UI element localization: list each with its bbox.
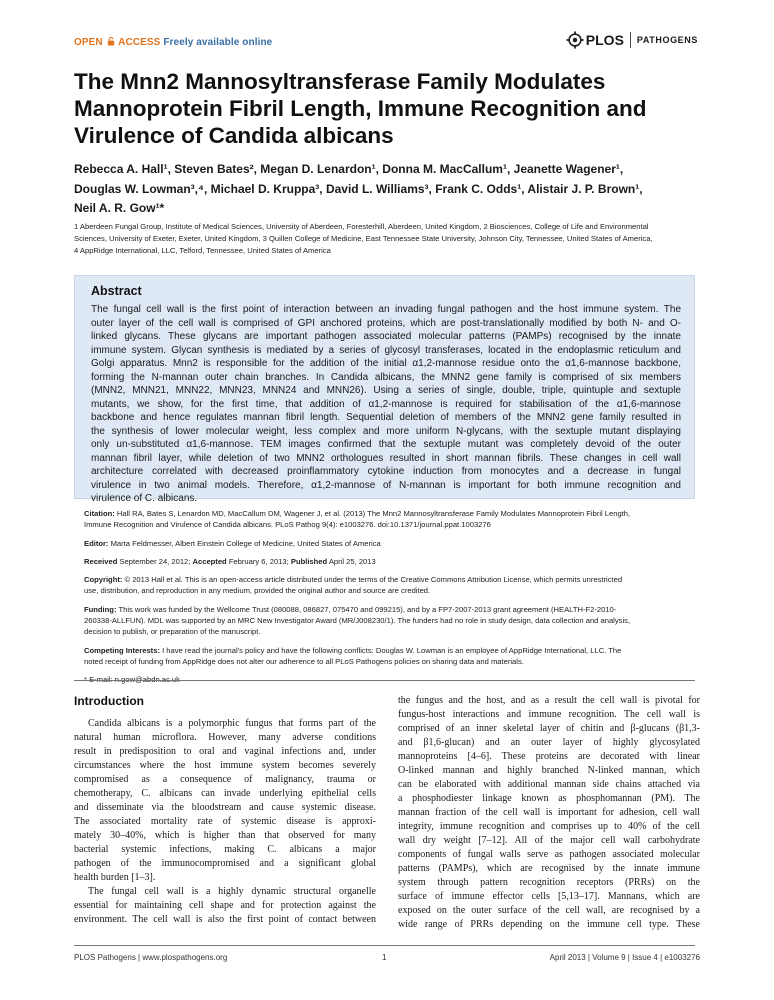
article-metadata (84, 508, 689, 693)
body-line: pathogen of the immunocompromised and a significant global (74, 858, 376, 869)
body-line: The associated mortality rate of systemic disease is approxi- (74, 816, 376, 827)
copyright-block (84, 574, 689, 597)
abstract-line: Golgi apparatus. Mnn2 is responsible for the addition of the initial α1,2-mannose residue onto the α1,6-mannose backbone, (91, 358, 681, 369)
published-date: April 25, 2013 (327, 556, 376, 566)
citation-text: Hall RA, Bates S, Lenardon MD, MacCallum DM, Wagener J, et al. (2013) The Mnn2 Mannosyltransferase Family Modulates Mannoprotein Fibril Length, (114, 509, 631, 518)
abstract-line: mutants, we show, for the first time, that addition of α1,2-mannose is required for stabilisation of the α1,6-mannose (91, 398, 681, 410)
published-label: Published (290, 556, 328, 566)
body-line: a phosphodiester linkage known as phosphomannan (PM). The (398, 793, 700, 804)
affiliation-line: 4 AppRidge International, LLC, Telford, Tennessee, United States of America (74, 246, 331, 256)
received-date: September 24, 2012; (117, 556, 193, 566)
body-line: result in predisposition to oral and vaginal infections and, under (74, 746, 376, 757)
competing-label: Competing Interests: (84, 645, 160, 655)
competing-text: noted receipt of funding from AppRidge does not alter our adherence to all PLoS Pathogens policies on sharing data and materials. (84, 656, 524, 666)
plos-logo-icon (566, 31, 584, 49)
abstract-line: virulence of C. albicans. (91, 493, 198, 504)
body-line: surface of immune effector cells [5,13–17]. Mannans, which are (398, 891, 700, 902)
abstract-line: forming the N-mannan outer chain branches. In Candida albicans, the MNN2 gene family is comprised of six members (91, 371, 681, 383)
author-list (74, 160, 714, 219)
freely-available-label: Freely available online (163, 37, 273, 48)
author-line: Neil A. R. Gow¹* (74, 201, 165, 215)
body-line: natural human microflora. However, many adverse conditions (74, 732, 376, 743)
body-line: bacterial systemic infections, making C. albicans a major (74, 844, 376, 855)
funding-text: This work was funded by the Wellcome Trust (080088, 086827, 075470 and 099215), and by a FP7-2007-2013 grant agreement (HEALTH-F2-2010- (116, 604, 617, 614)
abstract-body (91, 303, 681, 506)
body-line: can be elaborated with additional mannan side chains attached via (398, 779, 700, 790)
funding-text: decision to publish, or preparation of the manuscript. (84, 627, 261, 637)
body-line: patterns (PAMPs), which are recognised by the innate immune (398, 863, 700, 874)
abstract-line: immune system. Glycan synthesis is mediated by a series of glycosyl transferases, located in the endoplasmic reticulum and (91, 344, 681, 356)
abstract-heading: Abstract (91, 284, 142, 298)
author-line: Rebecca A. Hall¹, Steven Bates², Megan D. Lenardon¹, Donna M. MacCallum¹, Jeanette Wagener¹, (74, 162, 624, 176)
open-label: OPEN (74, 37, 103, 48)
body-line: integrity, immune recognition and comprises up to 40% of the cell (398, 821, 700, 832)
accepted-date: February 6, 2013; (226, 556, 291, 566)
dates-block (84, 556, 689, 567)
body-line: circumstances where the host immune system becomes severely (74, 760, 376, 771)
funding-label: Funding: (84, 604, 117, 614)
author-line: Douglas W. Lowman³,⁴, Michael D. Kruppa³, David L. Williams³, Frank C. Odds¹, Alistair J. P. Brown¹, (74, 181, 643, 196)
editor-block (84, 538, 689, 549)
affiliation-line: Sciences, University of Exeter, Exeter, United Kingdom, 3 Quillen College of Medicine, East Tennessee State University, Johnson City, Tennessee, United States of America, (74, 234, 653, 244)
article-title (74, 68, 704, 149)
funding-block (84, 604, 689, 638)
copyright-label: Copyright: (84, 575, 123, 585)
body-line: mately 30–40%, which is higher than that observed for many (74, 830, 376, 841)
received-label: Received (84, 556, 118, 566)
body-line: and disseminate via the bloodstream and cause systemic disease. (74, 802, 376, 813)
title-line: Virulence of Candida albicans (74, 123, 394, 148)
citation-label: Citation: (84, 509, 115, 518)
abstract-line: backbone and hence regulates mannan fibril length. Sequential deletion of members of the MNN2 gene family resulted in (91, 412, 681, 423)
body-line: compromised as a consequence of malignancy, trauma or (74, 774, 376, 785)
abstract-box (74, 275, 695, 504)
competing-text: I have read the journal's policy and have the following conflicts: Douglas W. Lowman is an employee of AppRidge International, LLC. The (159, 645, 622, 655)
affiliation-line: 1 Aberdeen Fungal Group, Institute of Medical Sciences, University of Aberdeen, Foresterhill, Aberdeen, United Kingdom, 2 Biosciences, College of Life and Environmental (74, 222, 649, 231)
body-line: exposed on the outer surface of the cell wall, are recognised by a (398, 905, 700, 916)
body-line: Candida albicans is a polymorphic fungus that forms part of the (88, 718, 376, 729)
abstract-line: the synthesis of lower molecular weight, less complex and more uniform N-glycans, with the sextuple mutant displaying (91, 425, 681, 437)
citation-text: Immune Recognition and Virulence of Candida albicans. PLoS Pathog 9(4): e1003276. doi:10.1371/journal.ppat.1003276 (84, 520, 491, 530)
footer-journal: PLOS Pathogens | www.plospathogens.org (74, 953, 228, 962)
editor-text: Marta Feldmesser, Albert Einstein College of Medicine, United States of America (108, 538, 381, 548)
title-line: The Mnn2 Mannosyltransferase Family Modulates (74, 69, 606, 94)
abstract-line: linked glycans. These glycans are important pathogen associated molecular patterns (PAMPs) recognised by the innate (91, 331, 681, 342)
open-lock-icon (107, 37, 115, 46)
affiliations (74, 221, 714, 258)
copyright-text: © 2013 Hall et al. This is an open-access article distributed under the terms of the Creative Commons Attribution License, which permits unrestricted (122, 575, 623, 585)
body-line: chemotherapy, C. albicans can invade underlying epithelial cells (74, 788, 376, 799)
page-number: 1 (382, 953, 387, 962)
abstract-line: architecture correlated with decreased proinflammatory cytokine induction from monocytes and a decrease in fungal (91, 466, 681, 477)
introduction-heading: Introduction (74, 694, 144, 708)
abstract-line: only un-substituted α1,6-mannose. TEM images confirmed that the sextuple mutant was completely devoid of the outer (91, 439, 681, 450)
brand-divider (630, 32, 631, 48)
open-access-banner (74, 37, 272, 48)
body-column-right (398, 694, 700, 932)
body-line: essential for maintaining cell shape and for protection against the (74, 900, 376, 911)
body-line: wall dry weight [7–12]. All of the major cell wall carbohydrate (398, 835, 700, 846)
funding-text: 260338-ALLFUN). MDL was supported by an MRC New Investigator Award (MR/J008230/1). The funders had no role in study design, data collection and analysis, (84, 616, 631, 626)
publisher-name: PLOS (585, 32, 624, 48)
abstract-line: The fungal cell wall is the first point of interaction between an invading fungal pathogen and the host immune system. The (91, 304, 681, 315)
footer-issue: April 2013 | Volume 9 | Issue 4 | e1003276 (549, 953, 700, 962)
body-line: The fungal cell wall is a highly dynamic structural organelle (88, 886, 376, 897)
body-line: components of fungal walls serve as pathogen associated molecular (398, 849, 700, 860)
body-line: O-linked mannan and highly branched N-linked mannan, which (398, 765, 700, 776)
body-line: environment. The cell wall is also the first point of contact between (74, 914, 376, 925)
title-line: Mannoprotein Fibril Length, Immune Recognition and (74, 96, 647, 121)
body-line: fungus-host interactions and immune recognition. The cell wall is (398, 709, 700, 720)
body-line: system through pattern recognition receptors (PRRs) on the (398, 877, 700, 888)
editor-label: Editor: (84, 538, 109, 548)
body-line: mannan fraction of the cell wall is important for adhesion, cell wall (398, 807, 700, 818)
body-column-left (74, 717, 376, 927)
abstract-line: (MNN2, MNN21, MNN22, MNN23, MNN24 and MNN26). Using a series of single, double, triple, quintuple and sextuple (91, 385, 681, 396)
accepted-label: Accepted (192, 556, 227, 566)
body-line: the fungus and the host, and as a result the cell wall is pivotal for (398, 695, 700, 706)
copyright-text: use, distribution, and reproduction in any medium, provided the original author and source are credited. (84, 586, 431, 596)
competing-interests-block (84, 645, 689, 668)
footer-divider (74, 945, 695, 946)
abstract-line: mannan fibril layer, while deletion of two MNN2 orthologues resulted in short mannan fibrils. These changes in cell wall (91, 452, 681, 464)
body-line: wide range of PRRs depending on the immune cell type. These (398, 919, 700, 930)
journal-brand (566, 31, 698, 49)
section-divider (74, 680, 695, 681)
citation-block (84, 508, 689, 531)
body-line: mannoproteins [4–6]. These proteins are decorated with linear (398, 751, 700, 762)
body-line: and β1,6-glucan) and an outer layer of highly glycosylated (398, 737, 700, 748)
abstract-line: virulence in two animal models. Therefore, α1,2-mannose of N-mannan is important for both immune recognition and (91, 479, 681, 491)
abstract-line: outer layer of the cell wall is comprised of GPI anchored proteins, which are post-translationally modified by both N- and O- (91, 317, 681, 329)
journal-name: PATHOGENS (636, 35, 698, 45)
body-line: health burden [1–3]. (74, 872, 156, 883)
access-label: ACCESS (118, 37, 161, 48)
body-line: comprised of an inner skeletal layer of chitin and β-glucans (β1,3- (398, 723, 700, 734)
